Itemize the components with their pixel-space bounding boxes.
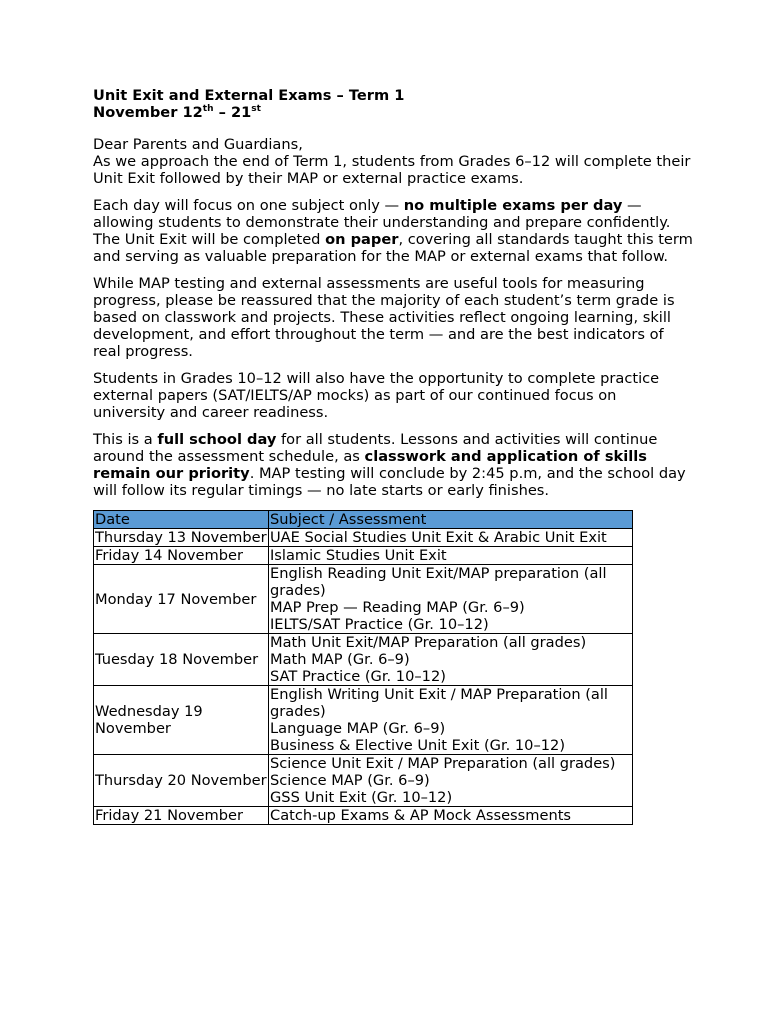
- header-subject: Subject / Assessment: [269, 511, 633, 529]
- row-subject: [269, 686, 633, 755]
- subject-line: IELTS/SAT Practice (Gr. 10–12): [270, 616, 489, 633]
- row-date: Friday 14 November: [94, 547, 269, 565]
- text-segment: . MAP testing will conclude by 2:45 p.m, and the school day will follow its regular timings — no late starts or early finishes.: [93, 465, 686, 499]
- text-segment: This is a: [93, 431, 158, 448]
- row-date: Tuesday 18 November: [94, 634, 269, 686]
- subject-line: Science Unit Exit / MAP Preparation (all grades): [270, 755, 616, 772]
- paragraph-one-subject: [93, 197, 693, 265]
- row-subject: [269, 755, 633, 807]
- subject-line: English Writing Unit Exit / MAP Preparation (all grades): [270, 686, 608, 720]
- subject-line: Language MAP (Gr. 6–9): [270, 720, 446, 737]
- table-row: [94, 529, 633, 547]
- text-segment: , covering all standards taught this term and serving as valuable preparation for the MAP or external exams that follow.: [93, 231, 693, 265]
- text-segment: — allowing students to demonstrate their understanding and prepare confidently. The Unit Exit will be completed: [93, 197, 671, 248]
- row-subject: [269, 807, 633, 825]
- greeting: Dear Parents and Guardians,: [93, 136, 303, 153]
- subject-line: MAP Prep — Reading MAP (Gr. 6–9): [270, 599, 525, 616]
- text-segment: Each day will focus on one subject only —: [93, 197, 404, 214]
- table-row: [94, 686, 633, 755]
- row-subject: [269, 547, 633, 565]
- row-date: Thursday 20 November: [94, 755, 269, 807]
- document-title: Unit Exit and External Exams – Term 1: [93, 87, 405, 104]
- schedule-table: [93, 510, 633, 825]
- header-date: Date: [94, 511, 269, 529]
- subject-line: UAE Social Studies Unit Exit & Arabic Unit Exit: [270, 529, 607, 546]
- intro-paragraph: As we approach the end of Term 1, students from Grades 6–12 will complete their Unit Exit followed by their MAP or external practice exams.: [93, 153, 691, 187]
- table-row: [94, 565, 633, 634]
- bold-segment: no multiple exams per day: [403, 197, 623, 214]
- subject-line: SAT Practice (Gr. 10–12): [270, 668, 446, 685]
- row-subject: [269, 634, 633, 686]
- bold-segment: full school day: [157, 431, 277, 448]
- row-subject: [269, 565, 633, 634]
- table-row: [94, 755, 633, 807]
- date-start-suffix: th: [202, 104, 214, 114]
- subject-line: English Reading Unit Exit/MAP preparation (all grades): [270, 565, 607, 599]
- row-date: Monday 17 November: [94, 565, 269, 634]
- letter-body: [93, 87, 693, 825]
- bold-segment: classwork and application of skills remain our priority: [93, 448, 647, 482]
- paragraph-full-school-day: [93, 431, 693, 499]
- row-date: Friday 21 November: [94, 807, 269, 825]
- date-end-suffix: st: [251, 104, 261, 114]
- subject-line: Business & Elective Unit Exit (Gr. 10–12): [270, 737, 566, 754]
- paragraph-map-testing: While MAP testing and external assessments are useful tools for measuring progress, please be reassured that the majority of each student’s term grade is based on classwork and projects. These activities reflect ongoing learning, skill development, and effort throughout the term — and are the best indicators of real progress.: [93, 275, 675, 360]
- text-segment: for all students. Lessons and activities will continue around the assessment schedule, as: [93, 431, 658, 465]
- table-row: [94, 807, 633, 825]
- subject-line: Islamic Studies Unit Exit: [270, 547, 447, 564]
- date-range: [93, 104, 693, 121]
- subject-line: GSS Unit Exit (Gr. 10–12): [270, 789, 453, 806]
- table-header-row: [94, 511, 633, 529]
- date-end: – 21: [213, 104, 252, 121]
- subject-line: Science MAP (Gr. 6–9): [270, 772, 430, 789]
- paragraph-grades-10-12: Students in Grades 10–12 will also have the opportunity to complete practice external papers (SAT/IELTS/AP mocks) as part of our continued focus on university and career readiness.: [93, 370, 660, 421]
- row-date: Thursday 13 November: [95, 529, 267, 546]
- subject-line: Catch-up Exams & AP Mock Assessments: [270, 807, 572, 824]
- row-subject: [269, 529, 633, 547]
- bold-segment: on paper: [325, 231, 399, 248]
- date-start: November 12: [93, 104, 203, 121]
- table-row: [94, 634, 633, 686]
- row-date: Wednesday 19 November: [94, 686, 269, 755]
- subject-line: Math MAP (Gr. 6–9): [270, 651, 410, 668]
- table-row: [94, 547, 633, 565]
- subject-line: Math Unit Exit/MAP Preparation (all grades): [270, 634, 587, 651]
